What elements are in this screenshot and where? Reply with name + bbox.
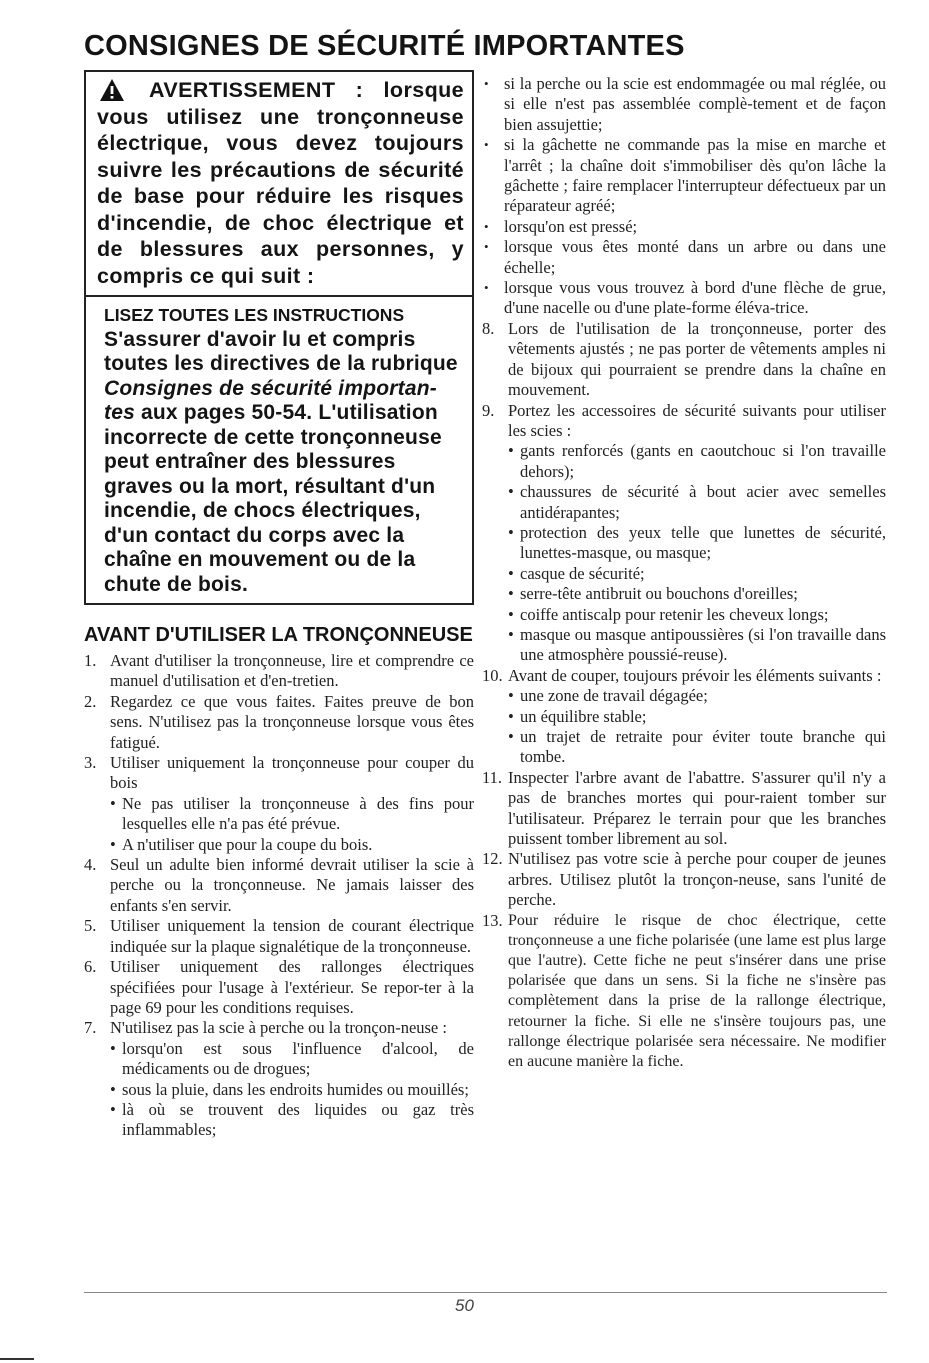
list-item-text: Pour réduire le risque de choc électrique, cette tronçonneuse a une fiche polarisée (une lame est plus large que l'autre). Cette fiche ne peut s'insérer dans une prise polarisée que dans un sens. Si la fiche ne s'insère pas complètement dans la prise de la rallonge électrique, retourner la fiche. Si elle ne s'insère toujours pas, une rallonge électrique polarisée sera nécessaire. Ne modifier en aucune manière la fiche.: [508, 911, 886, 1071]
list-number: 3.: [84, 753, 97, 773]
list-item-7-bullet: • si la gâchette ne commande pas la mise en marche et l'arrêt ; la chaîne doit s'immobiliser dès qu'on lâche la gâchette ; faire remplacer l'interrupteur défectueux par un réparateur agréé;: [482, 135, 886, 217]
list-number: 8.: [482, 318, 495, 338]
sub-bullet: • sous la pluie, dans les endroits humides ou mouillés;: [110, 1080, 474, 1100]
instructions-body: [104, 328, 462, 598]
list-item-text: Utiliser uniquement des rallonges électriques spécifiées pour l'usage à l'extérieur. Se repor-ter à la page 69 pour les conditions requises.: [110, 957, 474, 1017]
page-number: 50: [455, 1296, 474, 1315]
sub-bullet: • gants renforcés (gants en caoutchouc si l'on travaille dehors);: [508, 441, 886, 482]
left-column: [84, 70, 474, 1141]
list-item-2: [84, 692, 474, 753]
sub-bullet: • une zone de travail dégagée;: [508, 686, 886, 706]
list-number: 9.: [482, 400, 495, 420]
list-item-4: [84, 855, 474, 916]
list-item-7-bullet: • lorsque vous êtes monté dans un arbre ou dans une échelle;: [482, 237, 886, 278]
list-item-text: Portez les accessoires de sécurité suivants pour utiliser les scies :: [508, 400, 886, 440]
list-number: 11.: [482, 767, 503, 787]
list-number: 5.: [84, 916, 97, 936]
list-item-text: N'utilisez pas votre scie à perche pour couper de jeunes arbres. Utilisez plutôt la tronçon-neuse, sans l'unité de perche.: [508, 849, 886, 910]
list-item-7-bullet: • lorsqu'on est pressé;: [482, 217, 886, 237]
list-item-7-bullet: • si la perche ou la scie est endommagée ou mal réglée, ou si elle n'est pas assemblée complè-tement et de façon bien assujettie;: [482, 74, 886, 135]
warning-text: AVERTISSEMENT : lorsque vous utilisez une tronçonneuse électrique, vous devez toujours suivre les précautions de sécurité de base pour réduire les risques d'incendie, de choc électrique et de blessures aux personnes, y compris ce qui suit :: [97, 78, 464, 288]
right-column: [482, 74, 886, 1072]
list-item-12: [482, 849, 886, 910]
list-item-8: [482, 319, 886, 401]
sub-bullet: • chaussures de sécurité à bout acier avec semelles antidérapantes;: [508, 482, 886, 523]
sub-bullet: • coiffe antiscalp pour retenir les cheveux longs;: [508, 605, 886, 625]
footer-divider: [84, 1292, 887, 1293]
list-number: 13.: [482, 910, 503, 930]
instructions-body-italic: Consignes de sécurité importan-tes: [104, 376, 437, 424]
sub-bullet: • là où se trouvent des liquides ou gaz très inflammables;: [110, 1100, 474, 1141]
sub-bullet: • A n'utiliser que pour la coupe du bois.: [110, 835, 474, 855]
list-item-1: [84, 651, 474, 692]
warning-triangle-icon: [99, 78, 125, 102]
sub-bullet: • lorsqu'on est sous l'influence d'alcool, de médicaments ou de drogues;: [110, 1039, 474, 1080]
list-number: 1.: [84, 651, 97, 670]
list-number: 10.: [482, 665, 503, 685]
page-title: CONSIGNES DE SÉCURITÉ IMPORTANTES: [84, 30, 685, 62]
list-item-text: Lors de l'utilisation de la tronçonneuse, porter des vêtements ajustés ; ne pas porter de vêtements amples ni de bijoux qui pourraient se prendre dans la chaîne en mouvement.: [508, 318, 886, 400]
edge-mark: [0, 1358, 34, 1360]
list-item-7-bullet: • lorsque vous vous trouvez à bord d'une flèche de grue, d'une nacelle ou d'une plate-forme éléva-trice.: [482, 278, 886, 319]
sub-bullet: • casque de sécurité;: [508, 564, 886, 584]
warning-box: [84, 70, 474, 297]
sub-bullet: • un équilibre stable;: [508, 707, 886, 727]
list-number: 4.: [84, 855, 97, 875]
list-item-6: [84, 957, 474, 1018]
list-item-5: [84, 916, 474, 957]
list-number: 2.: [84, 691, 97, 711]
sub-bullet: • protection des yeux telle que lunettes de sécurité, lunettes-masque, ou masque;: [508, 523, 886, 564]
list-item-text: Avant de couper, toujours prévoir les éléments suivants :: [508, 665, 882, 685]
list-item-9: [482, 401, 886, 666]
list-item-text: Inspecter l'arbre avant de l'abattre. S'assurer qu'il n'y a pas de branches mortes qui pour-raient tomber sur l'utilisateur. Préparez le terrain pour que les branches puissent tomber librement au sol.: [508, 767, 886, 849]
list-item-text: Regardez ce que vous faites. Faites preuve de bon sens. N'utilisez pas la tronçonneuse lorsque vous êtes fatigué.: [110, 691, 474, 752]
list-item-13: [482, 911, 886, 1073]
instructions-heading: LISEZ TOUTES LES INSTRUCTIONS: [104, 305, 405, 325]
sub-bullet: • serre-tête antibruit ou bouchons d'oreilles;: [508, 584, 886, 604]
instructions-body-end: aux pages 50-54. L'utilisation incorrecte de cette tronçonneuse peut entraîner des blessures graves ou la mort, résultant d'un incendie, de chocs électriques, d'un contact du corps avec la chaîne en mouvement ou de la chute de bois.: [104, 401, 442, 596]
list-item-text: Seul un adulte bien informé devrait utiliser la scie à perche ou la tronçonneuse. Ne jamais laisser des enfants s'en servir.: [110, 855, 474, 915]
list-item-text: Utiliser uniquement la tronçonneuse pour couper du bois: [110, 753, 474, 793]
list-number: 12.: [482, 849, 503, 869]
list-number: 7.: [84, 1018, 97, 1038]
list-item-10: [482, 666, 886, 768]
instructions-body-start: S'assurer d'avoir lu et compris toutes les directives de la rubrique: [104, 327, 458, 375]
list-item-11: [482, 768, 886, 850]
list-item-text: Utiliser uniquement la tension de courant électrique indiquée sur la plaque signalétique de la tronçonneuse.: [110, 916, 474, 956]
sub-bullet: • masque ou masque antipoussières (si l'on travaille dans une atmosphère poussié-reuse).: [508, 625, 886, 666]
instructions-box: [84, 297, 474, 605]
section-title: AVANT D'UTILISER LA TRONÇONNEUSE: [84, 624, 473, 646]
list-item-7: [84, 1018, 474, 1140]
sub-bullet: • Ne pas utiliser la tronçonneuse à des fins pour lesquelles elle n'a pas été prévue.: [110, 794, 474, 835]
list-number: 6.: [84, 957, 97, 977]
list-item-text: Avant d'utiliser la tronçonneuse, lire et comprendre ce manuel d'utilisation et d'en-tretien.: [110, 651, 474, 691]
list-item-3: [84, 753, 474, 855]
list-item-text: N'utilisez pas la scie à perche ou la tronçon-neuse :: [110, 1018, 447, 1038]
sub-bullet: • un trajet de retraite pour éviter toute branche qui tombe.: [508, 727, 886, 768]
